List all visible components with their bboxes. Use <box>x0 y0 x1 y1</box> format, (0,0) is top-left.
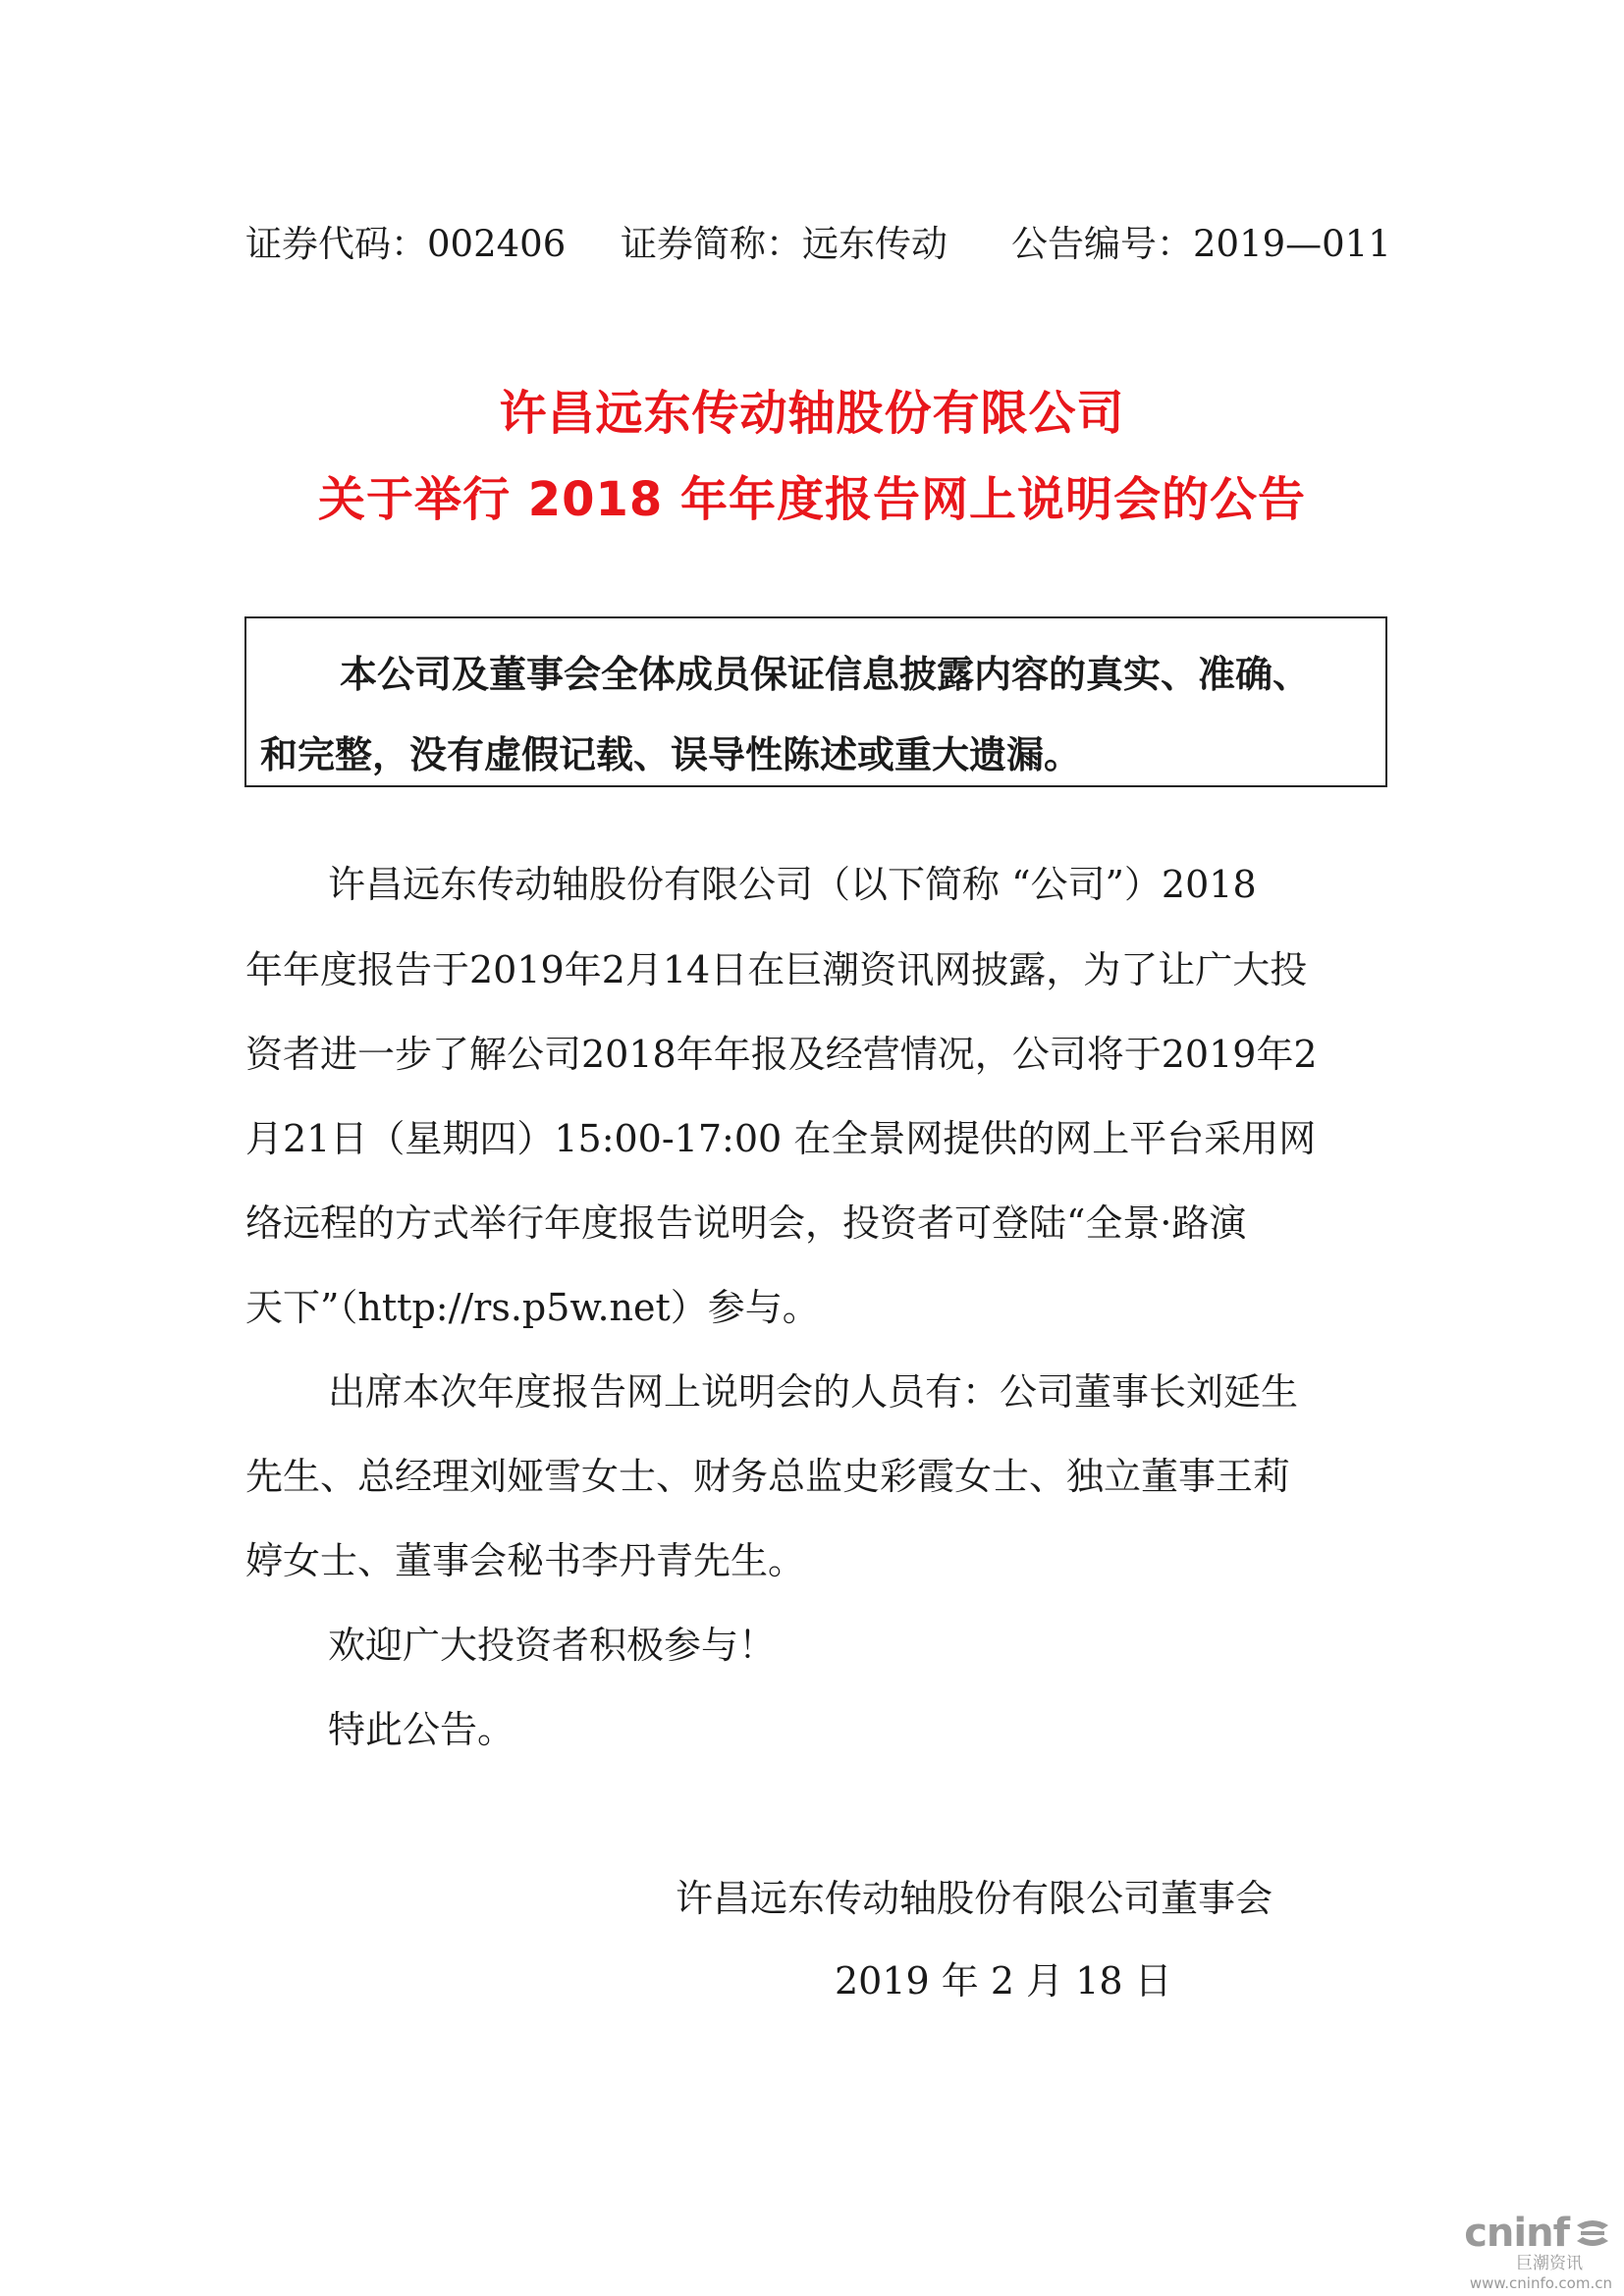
body-line: 先生、总经理刘娅雪女士、财务总监史彩霞女士、独立董事王莉 <box>245 1455 1291 1498</box>
stock-code: 证券代码：002406 <box>245 223 567 265</box>
signature-org: 许昌远东传动轴股份有限公司董事会 <box>676 1877 1273 1920</box>
body-line: 月21日（星期四）15:00-17:00 在全景网提供的网上平台采用网 <box>245 1117 1317 1160</box>
disclosure-line-1: 本公司及董事会全体成员保证信息披露内容的真实、准确、 <box>340 653 1311 696</box>
body-line: 欢迎广大投资者积极参与！ <box>328 1624 777 1667</box>
body-line: 婷女士、董事会秘书李丹青先生。 <box>245 1539 806 1582</box>
body-line: 出席本次年度报告网上说明会的人员有：公司董事长刘延生 <box>328 1370 1299 1414</box>
body-line: 天下”（http://rs.p5w.net）参与。 <box>245 1286 820 1329</box>
body-line: 许昌远东传动轴股份有限公司（以下简称 “公司”）2018 <box>328 863 1257 906</box>
watermark-subtitle: 巨潮资讯 <box>1516 2254 1583 2273</box>
watermark-brand: cninf <box>1464 2211 1569 2256</box>
disclosure-statement-box <box>244 616 1387 787</box>
stock-name: 证券简称：远东传动 <box>621 223 947 265</box>
cninfo-logo-icon <box>1573 2216 1612 2251</box>
title-subject: 关于举行 2018 年年度报告网上说明会的公告 <box>317 472 1307 527</box>
body-line: 络远程的方式举行年度报告说明会，投资者可登陆“全景·路演 <box>245 1201 1247 1245</box>
notice-number: 公告编号：2019—011 <box>1011 223 1391 265</box>
signature-date: 2019 年 2 月 18 日 <box>835 1959 1172 2002</box>
disclosure-line-2: 和完整，没有虚假记载、误导性陈述或重大遗漏。 <box>260 733 1082 776</box>
cninfo-watermark <box>1464 2211 1612 2292</box>
title-company: 许昌远东传动轴股份有限公司 <box>499 386 1125 441</box>
watermark-brand-row <box>1464 2211 1612 2256</box>
body-line: 特此公告。 <box>328 1708 515 1751</box>
watermark-url: www.cninfo.com.cn <box>1469 2274 1612 2292</box>
body-line: 资者进一步了解公司2018年年报及经营情况，公司将于2019年2 <box>245 1033 1318 1076</box>
body-line: 年年度报告于2019年2月14日在巨潮资讯网披露，为了让广大投 <box>245 948 1308 991</box>
